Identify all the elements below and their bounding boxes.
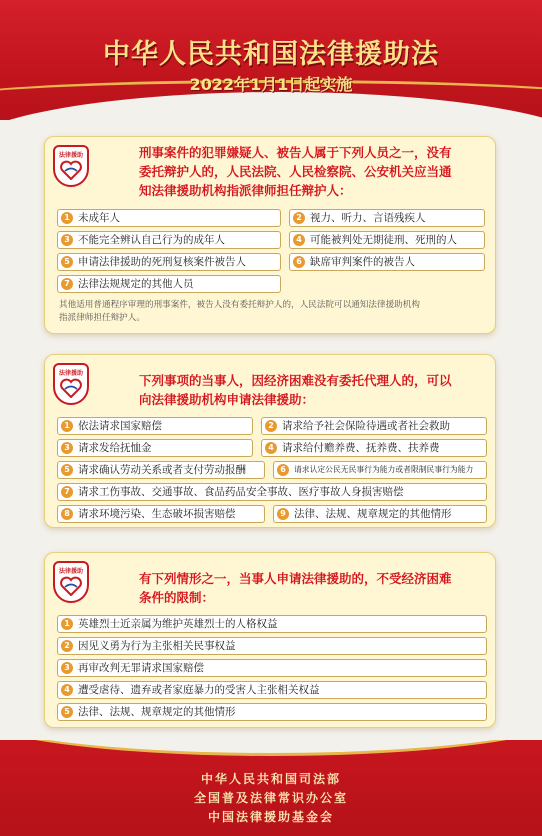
number-badge: 6 [277,464,289,476]
item-text: 依法请求国家赔偿 [78,420,162,432]
item-text: 再审改判无罪请求国家赔偿 [78,662,204,674]
item-text: 遭受虐待、遗弃或者家庭暴力的受害人主张相关权益 [78,684,320,696]
number-badge: 2 [61,640,73,652]
item-text: 英雄烈士近亲属为维护英雄烈士的人格权益 [78,618,278,630]
item-text: 请求确认劳动关系或者支付劳动报酬 [78,464,246,476]
number-badge: 3 [61,662,73,674]
footer-org: 中华人民共和国司法部 [200,772,341,786]
item-text: 申请法律援助的死刑复核案件被告人 [78,256,246,268]
item-text: 因见义勇为行为主张相关民事权益 [78,640,236,652]
footer-org: 全国普及法律常识办公室 [193,791,348,805]
item-text: 不能完全辨认自己行为的成年人 [78,234,225,246]
section-no-economic-limit [44,552,496,728]
list-item [57,275,281,293]
list-item [57,505,265,523]
number-badge: 8 [61,508,73,520]
list-item [57,483,487,501]
list-item [289,209,485,227]
number-badge: 4 [61,684,73,696]
number-badge: 5 [61,256,73,268]
list-item [57,209,281,227]
number-badge: 7 [61,486,73,498]
list-item [57,231,281,249]
item-text: 请求给付赡养费、抚养费、扶养费 [282,442,440,454]
legal-aid-logo [53,363,89,405]
intro-line: 条件的限制： [139,590,215,605]
list-item [57,681,487,699]
section-criminal-defense [44,136,496,334]
number-badge: 3 [61,442,73,454]
heart-hands-icon [59,160,83,180]
section3-intro [139,569,491,607]
intro-line: 知法律援助机构指派律师担任辩护人： [139,183,352,198]
item-text: 请求工伤事故、交通事故、食品药品安全事故、医疗事故人身损害赔偿 [78,486,404,498]
number-badge: 5 [61,706,73,718]
list-item [57,417,253,435]
footer-arc [0,740,542,756]
list-item [261,439,487,457]
item-text: 请求发给抚恤金 [78,442,152,454]
list-item [289,231,485,249]
number-badge: 2 [265,420,277,432]
legal-aid-logo [53,561,89,603]
section-civil-aid [44,354,496,528]
intro-line: 刑事案件的犯罪嫌疑人、被告人属于下列人员之一，没有 [139,145,452,160]
list-item [57,637,487,655]
logo-text: 法律援助 [58,152,83,159]
number-badge: 4 [293,234,305,246]
note-line: 其他适用普通程序审理的刑事案件，被告人没有委托辩护人的，人民法院可以通知法律援助机构 [59,300,420,310]
list-item [57,461,265,479]
item-text: 视力、听力、言语残疾人 [310,212,426,224]
footer-org: 中国法律援助基金会 [207,810,334,824]
intro-line: 向法律援助机构申请法律援助： [139,392,315,407]
list-item [273,461,487,479]
item-text: 缺席审判案件的被告人 [310,256,415,268]
intro-line: 有下列情形之一，当事人申请法律援助的，不受经济困难 [139,571,452,586]
intro-line: 委托辩护人的，人民法院、人民检察院、公安机关应当通 [139,164,452,179]
number-badge: 1 [61,618,73,630]
list-item [57,659,487,677]
note-line: 指派律师担任辩护人。 [59,313,145,323]
page-title: 中华人民共和国法律援助法 [103,39,439,70]
number-badge: 2 [293,212,305,224]
heart-hands-icon [59,378,83,398]
logo-text: 法律援助 [58,568,83,575]
item-text: 可能被判处无期徒刑、死刑的人 [310,234,457,246]
number-badge: 3 [61,234,73,246]
number-badge: 6 [293,256,305,268]
item-text: 请求环境污染、生态破坏损害赔偿 [78,508,236,520]
list-item [57,253,281,271]
number-badge: 1 [61,420,73,432]
number-badge: 4 [265,442,277,454]
number-badge: 5 [61,464,73,476]
list-item [57,703,487,721]
item-text: 请求给予社会保险待遇或者社会救助 [282,420,450,432]
section2-intro [139,371,491,409]
list-item [57,615,487,633]
logo-text: 法律援助 [58,370,83,377]
item-text: 法律法规规定的其他人员 [78,278,194,290]
number-badge: 7 [61,278,73,290]
section1-intro [139,143,491,200]
list-item [273,505,487,523]
heart-hands-icon [59,576,83,596]
list-item [289,253,485,271]
legal-aid-logo [53,145,89,187]
page-subtitle: 2022年1月1日起实施 [189,75,353,94]
item-text: 法律、法规、规章规定的其他情形 [78,706,236,718]
intro-line: 下列事项的当事人，因经济困难没有委托代理人的，可以 [139,373,452,388]
section1-note [59,299,489,325]
list-item [57,439,253,457]
number-badge: 9 [277,508,289,520]
item-text: 请求认定公民无民事行为能力或者限制民事行为能力 [294,465,474,474]
number-badge: 1 [61,212,73,224]
item-text: 法律、法规、规章规定的其他情形 [294,508,452,520]
item-text: 未成年人 [78,212,120,224]
list-item [261,417,487,435]
